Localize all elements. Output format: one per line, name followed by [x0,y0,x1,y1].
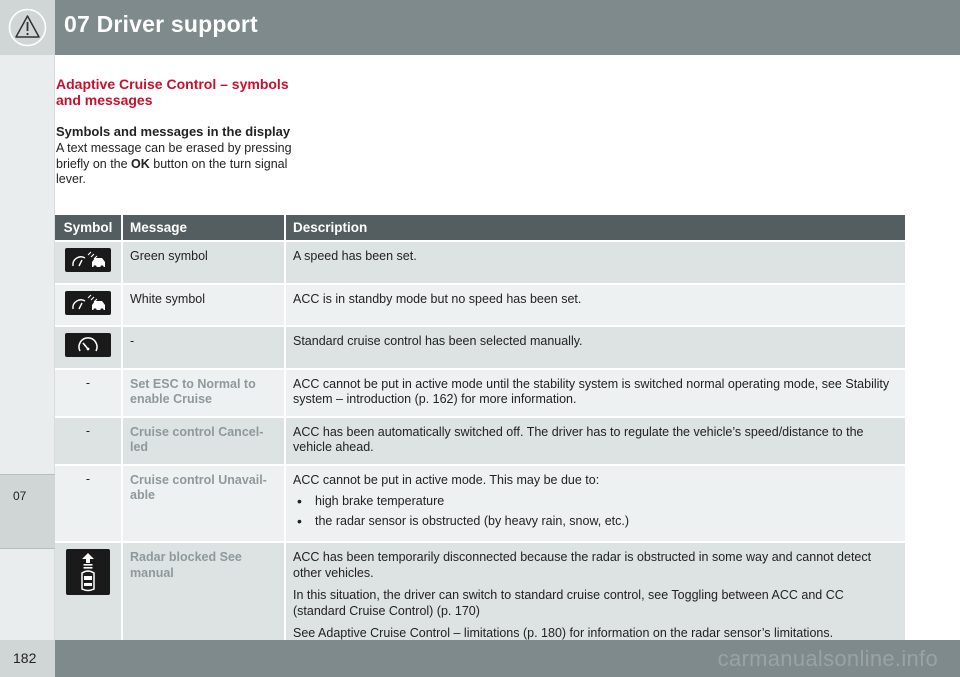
header-symbol: Symbol [55,215,122,241]
chapter-tab-label: 07 [13,489,27,503]
subheading: Symbols and messages in the display [56,124,291,139]
message-cell: - [122,326,285,369]
description-text: ACC cannot be put in active mode. This may be due to: [293,472,600,487]
description-cell [285,465,905,543]
table-row [55,417,905,465]
symbol-cell [55,326,122,369]
description-paragraph: See Adaptive Cruise Control – limitations (p. 180) for information on the radar sensor’s limitations. [293,626,834,640]
message-cell: Set ESC to Normal to enable Cruise [122,369,285,417]
table-row [55,542,905,650]
chapter-tab[interactable] [0,474,55,549]
list-item: • the radar sensor is obstructed (by heavy rain, snow, etc.) [293,514,898,530]
description-cell: ACC is in standby mode but no speed has been set. [285,284,905,327]
intro-before: A text message can be erased by pressing briefly on the [56,141,292,171]
header-bar [0,0,960,55]
table-row [55,241,905,284]
symbols-messages-table [55,215,905,650]
cruise-control-speedometer-icon [65,333,111,357]
message-cell: Green symbol [122,241,285,284]
header-description: Description [285,215,905,241]
description-cell: A speed has been set. [285,241,905,284]
watermark: carmanualsonline.info [717,646,938,671]
symbol-cell [55,542,122,650]
description-cell: Standard cruise control has been selected manually. [285,326,905,369]
table-header-row [55,215,905,241]
message-cell: Cruise control Unavail-able [122,465,285,543]
description-cell [285,542,905,650]
description-paragraph: ACC has been temporarily disconnected because the radar is obstructed in some way and cannot detect other vehicles. [293,550,872,580]
description-paragraph: In this situation, the driver can switch to standard cruise control, see Toggling between ACC and CC (standard Cruise Control) (p. 170) [293,588,844,618]
table-row [55,369,905,417]
description-cell: ACC has been automatically switched off. The driver has to regulate the vehicle’s speed/distance to the vehicle ahead. [285,417,905,465]
acc-white-car-icon [65,291,111,315]
symbol-cell: - [55,465,122,543]
warning-icon-box [0,0,55,55]
table-row [55,465,905,543]
footer-bar [0,640,960,677]
page-number-box [0,640,55,677]
intro-after: button on the turn signal lever. [56,156,288,186]
ok-button-ref: OK [131,156,150,171]
header-message: Message [122,215,285,241]
table-row [55,326,905,369]
section-title: Adaptive Cruise Control – symbols and messages [56,76,289,108]
message-cell: Radar blocked See manual [122,542,285,650]
intro-text [56,141,311,188]
list-item: • high brake temperature [293,494,898,510]
acc-green-car-icon [65,248,111,272]
side-gutter [0,55,55,640]
symbol-cell [55,241,122,284]
cause-list [293,494,898,529]
description-cell: ACC cannot be put in active mode until the stability system is switched normal operating mode, see Stability system – introduction (p. 162) for more information. [285,369,905,417]
page-number: 182 [13,650,37,666]
message-cell: White symbol [122,284,285,327]
symbol-cell [55,284,122,327]
table-row [55,284,905,327]
symbol-cell: - [55,417,122,465]
radar-blocked-car-icon [66,549,110,595]
warning-triangle-icon [8,8,47,47]
symbol-cell: - [55,369,122,417]
chapter-title: 07 Driver support [64,11,258,37]
message-cell: Cruise control Cancel-led [122,417,285,465]
